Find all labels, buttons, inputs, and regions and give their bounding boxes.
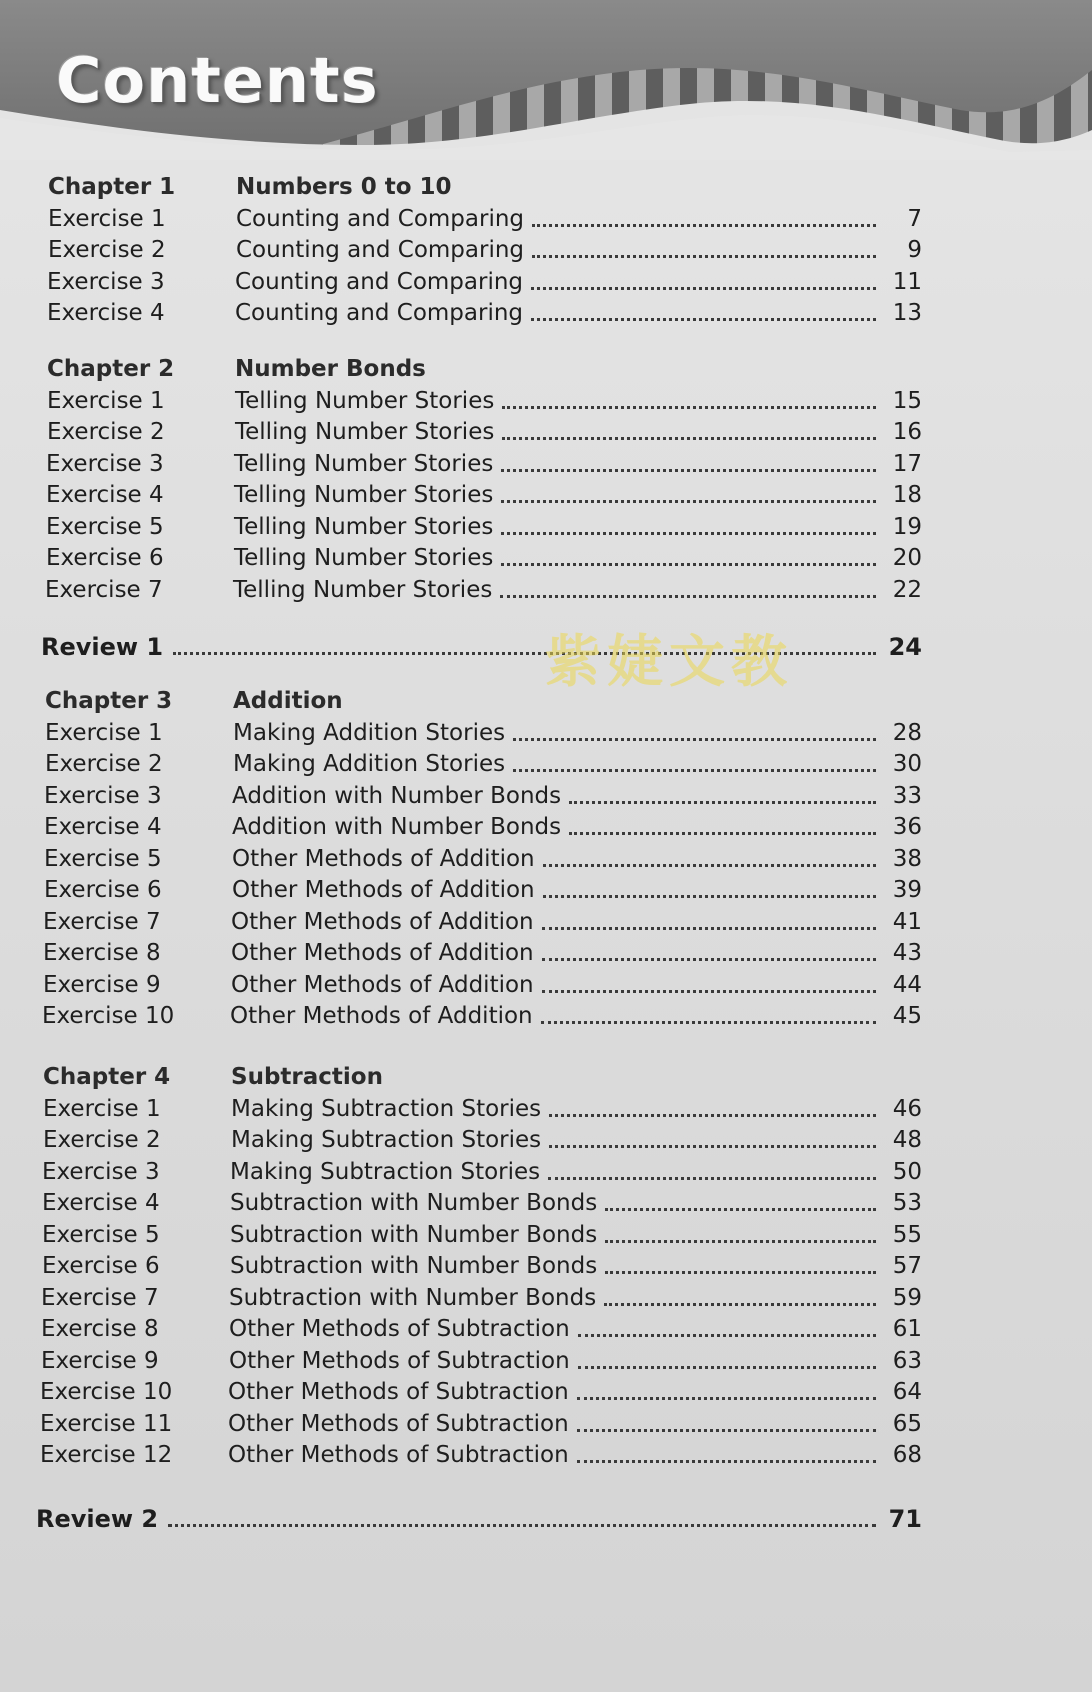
chapter-title: Number Bonds [235,356,426,382]
exercise-row[interactable] [0,512,1092,544]
exercise-label: Exercise 10 [42,1003,175,1029]
exercise-label: Exercise 2 [48,237,166,263]
dot-leader [569,832,876,835]
exercise-row[interactable] [0,875,1092,907]
dot-leader [500,595,876,598]
page-number: 45 [892,1003,922,1029]
dot-leader [543,895,876,898]
page-number: 9 [907,237,922,263]
exercise-label: Exercise 7 [45,576,163,603]
exercise-row[interactable] [0,907,1092,939]
exercise-row[interactable] [0,1001,1092,1033]
exercise-row[interactable] [0,1157,1092,1189]
exercise-title: Other Methods of Subtraction [228,1442,569,1468]
exercise-title: Telling Number Stories [234,482,494,508]
exercise-row[interactable] [0,844,1092,876]
exercise-title: Counting and Comparing [236,237,525,263]
page-number: 7 [907,205,922,232]
dot-leader [542,990,876,993]
exercise-title: Counting and Comparing [235,268,524,295]
chapter-section [0,354,1092,606]
dot-leader [501,469,876,472]
exercise-label: Exercise 1 [43,1095,161,1122]
exercise-row[interactable] [0,812,1092,844]
page-number: 48 [892,1127,922,1153]
exercise-label: Exercise 12 [40,1442,173,1468]
dot-leader [549,1145,876,1148]
page-number: 63 [892,1347,922,1374]
exercise-title: Other Methods of Addition [231,908,534,935]
dot-leader [548,1177,876,1180]
dot-leader [531,287,876,290]
page-title: Contents [56,44,379,117]
exercise-title: Subtraction with Number Bonds [230,1190,598,1216]
dot-leader [604,1303,876,1306]
exercise-label: Exercise 9 [43,971,161,998]
exercise-row[interactable] [0,575,1092,607]
dot-leader [549,1114,876,1117]
page-number: 18 [892,482,922,508]
page-number: 16 [892,419,922,445]
exercise-title: Counting and Comparing [236,205,525,232]
exercise-title: Other Methods of Subtraction [228,1410,569,1437]
exercise-title: Making Addition Stories [233,719,506,746]
page-number: 19 [892,513,922,540]
exercise-row[interactable] [0,386,1092,418]
dot-leader [605,1208,876,1211]
chapter-heading [0,354,1092,386]
exercise-title: Other Methods of Addition [231,940,534,966]
exercise-row[interactable] [0,1251,1092,1283]
exercise-label: Exercise 1 [45,719,163,746]
page-number: 46 [892,1095,922,1122]
exercise-label: Exercise 3 [47,268,165,295]
dot-leader [501,500,876,503]
exercise-row[interactable] [0,781,1092,813]
exercise-title: Telling Number Stories [235,387,495,414]
exercise-label: Exercise 2 [47,419,165,445]
page-number: 41 [892,908,922,935]
page-number: 13 [892,300,922,326]
exercise-row[interactable] [0,1125,1092,1157]
exercise-row[interactable] [0,1220,1092,1252]
exercise-row[interactable] [0,449,1092,481]
dot-leader [542,958,876,961]
exercise-row[interactable] [0,749,1092,781]
exercise-title: Telling Number Stories [233,576,493,603]
page-number: 17 [892,450,922,477]
dot-leader [501,532,876,535]
exercise-title: Making Subtraction Stories [230,1158,541,1185]
dot-leader [168,1524,876,1527]
page-number: 36 [892,814,922,840]
exercise-title: Other Methods of Subtraction [228,1379,569,1405]
exercise-label: Exercise 1 [47,387,165,414]
exercise-title: Subtraction with Number Bonds [230,1253,598,1279]
exercise-label: Exercise 10 [40,1379,173,1405]
exercise-label: Exercise 8 [43,940,161,966]
exercise-row[interactable] [0,1314,1092,1346]
page-number: 43 [892,940,922,966]
dot-leader [543,864,876,867]
exercise-title: Telling Number Stories [235,419,495,445]
exercise-label: Exercise 3 [44,782,162,809]
exercise-row[interactable] [0,1409,1092,1441]
dot-leader [531,318,876,321]
chapter-title: Numbers 0 to 10 [236,174,452,200]
chapter-section [0,172,1092,330]
review-label: Review 1 [41,633,164,661]
exercise-row[interactable] [0,1377,1092,1409]
review-label: Review 2 [36,1505,159,1533]
chapter-heading [0,172,1092,204]
exercise-title: Other Methods of Addition [231,971,534,998]
exercise-title: Subtraction with Number Bonds [229,1284,597,1311]
exercise-row[interactable] [0,1094,1092,1126]
exercise-label: Exercise 6 [42,1253,160,1279]
exercise-title: Counting and Comparing [235,300,524,326]
exercise-label: Exercise 4 [47,300,165,326]
exercise-row[interactable] [0,718,1092,750]
exercise-label: Exercise 4 [42,1190,160,1216]
exercise-label: Exercise 1 [48,205,166,232]
page-number: 68 [892,1442,922,1468]
dot-leader [501,563,876,566]
page-number: 50 [892,1158,922,1185]
dot-leader [513,738,876,741]
exercise-row[interactable] [0,1188,1092,1220]
exercise-label: Exercise 5 [44,845,162,872]
exercise-row[interactable] [0,298,1092,330]
page-number: 33 [892,782,922,809]
exercise-label: Exercise 5 [42,1221,160,1248]
chapter-label: Chapter 1 [48,174,176,200]
exercise-title: Making Subtraction Stories [231,1127,542,1153]
page-number: 65 [892,1410,922,1437]
exercise-label: Exercise 4 [46,482,164,508]
exercise-title: Addition with Number Bonds [232,814,562,840]
page-number: 71 [888,1505,922,1533]
exercise-title: Telling Number Stories [234,450,494,477]
dot-leader [577,1460,876,1463]
page-number: 20 [892,545,922,571]
exercise-label: Exercise 6 [44,877,162,903]
chapter-title: Subtraction [231,1064,383,1090]
dot-leader [541,1021,876,1024]
exercise-label: Exercise 2 [45,751,163,777]
chapter-label: Chapter 2 [47,356,175,382]
review-row[interactable] [0,1504,1092,1536]
page-number: 22 [892,576,922,603]
exercise-label: Exercise 5 [46,513,164,540]
page-number: 61 [892,1316,922,1342]
dot-leader [502,437,876,440]
dot-leader [578,1334,876,1337]
review-section [0,1504,1092,1536]
chapter-title: Addition [233,688,343,714]
page-number: 64 [892,1379,922,1405]
chapter-section [0,686,1092,1033]
exercise-row[interactable] [0,938,1092,970]
page-number: 24 [888,633,922,661]
exercise-row[interactable] [0,970,1092,1002]
page-number: 53 [892,1190,922,1216]
page-number: 11 [892,268,922,295]
chapter-heading [0,1062,1092,1094]
exercise-label: Exercise 7 [41,1284,159,1311]
chapter-label: Chapter 3 [45,688,173,714]
page-number: 28 [892,719,922,746]
dot-leader [513,769,876,772]
dot-leader [605,1240,876,1243]
exercise-label: Exercise 8 [41,1316,159,1342]
page-number: 55 [892,1221,922,1248]
exercise-label: Exercise 4 [44,814,162,840]
exercise-title: Making Subtraction Stories [231,1095,542,1122]
exercise-row[interactable] [0,267,1092,299]
exercise-title: Telling Number Stories [234,545,494,571]
page-number: 44 [892,971,922,998]
dot-leader [532,224,876,227]
dot-leader [577,1429,876,1432]
exercise-row[interactable] [0,1283,1092,1315]
page-number: 57 [892,1253,922,1279]
exercise-title: Other Methods of Addition [232,845,535,872]
exercise-row[interactable] [0,543,1092,575]
chapter-section [0,1062,1092,1472]
exercise-row[interactable] [0,1346,1092,1378]
dot-leader [569,801,876,804]
dot-leader [502,406,876,409]
exercise-label: Exercise 11 [40,1410,173,1437]
exercise-title: Other Methods of Subtraction [229,1347,570,1374]
page-number: 39 [892,877,922,903]
page-number: 38 [892,845,922,872]
dot-leader [577,1397,876,1400]
exercise-label: Exercise 2 [43,1127,161,1153]
exercise-title: Other Methods of Subtraction [229,1316,570,1342]
page-number: 59 [892,1284,922,1311]
exercise-title: Subtraction with Number Bonds [230,1221,598,1248]
exercise-row[interactable] [0,204,1092,236]
chapter-label: Chapter 4 [43,1064,171,1090]
dot-leader [578,1366,876,1369]
page-number: 15 [892,387,922,414]
watermark: 紫婕文教 [545,629,793,695]
exercise-label: Exercise 7 [43,908,161,935]
exercise-label: Exercise 6 [46,545,164,571]
exercise-title: Other Methods of Addition [232,877,535,903]
exercise-title: Other Methods of Addition [230,1003,533,1029]
exercise-label: Exercise 3 [42,1158,160,1185]
dot-leader [542,927,876,930]
dot-leader [605,1271,876,1274]
exercise-label: Exercise 9 [41,1347,159,1374]
dot-leader [532,255,876,258]
exercise-row[interactable] [0,417,1092,449]
exercise-row[interactable] [0,1440,1092,1472]
exercise-title: Telling Number Stories [234,513,494,540]
page-number: 30 [892,751,922,777]
exercise-title: Addition with Number Bonds [232,782,562,809]
exercise-row[interactable] [0,480,1092,512]
exercise-title: Making Addition Stories [233,751,506,777]
exercise-row[interactable] [0,235,1092,267]
exercise-label: Exercise 3 [46,450,164,477]
